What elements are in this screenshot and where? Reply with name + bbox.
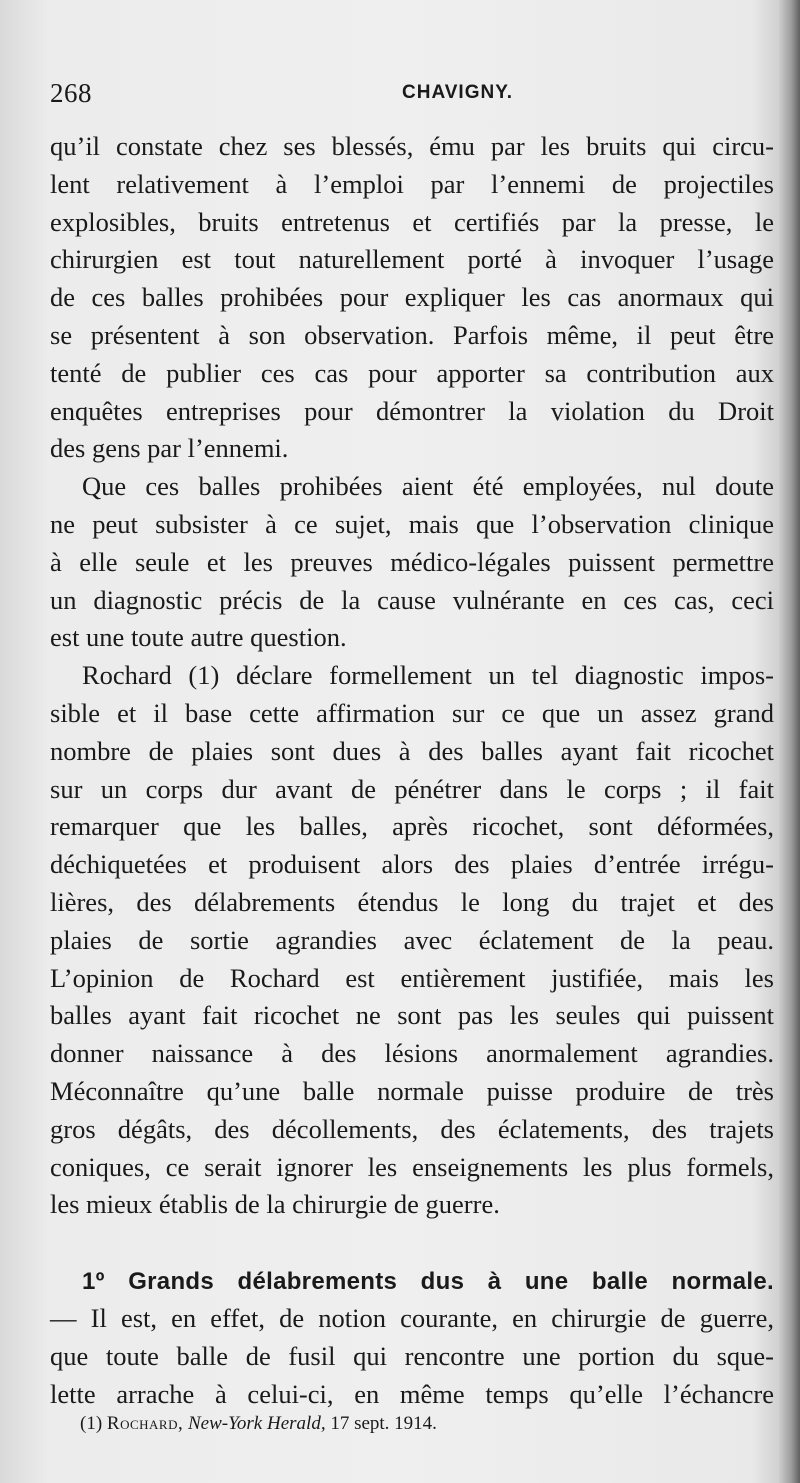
text-line: lières, des délabrements étendus le long du trajet et des bbox=[50, 886, 774, 917]
text-line: ne peut subsister à ce sujet, mais que l’observation clinique bbox=[50, 508, 774, 539]
text-line: que toute balle de fusil qui rencontre une portion du sque- bbox=[50, 1340, 774, 1371]
text-line: à elle seule et les preuves médico-légales puissent permettre bbox=[50, 546, 774, 577]
text-line: lent relativement à l’emploi par l’ennemi de projectiles bbox=[50, 168, 774, 199]
section-heading-text: 1º Grands délabrements dus à une balle normale. bbox=[82, 1268, 774, 1296]
body-text bbox=[50, 128, 774, 1413]
text-line: sur un corps dur avant de pénétrer dans le corps ; il fait bbox=[50, 773, 774, 804]
footnote-source: New-York Herald, bbox=[187, 1413, 326, 1434]
text-line: lette arrache à celui-ci, en même temps qu’elle l’échancre bbox=[50, 1378, 774, 1409]
footnote-marker: (1) bbox=[80, 1413, 103, 1434]
text-line: balles ayant fait ricochet ne sont pas les seules qui puissent bbox=[50, 1000, 774, 1031]
section-spacer bbox=[50, 1224, 774, 1262]
page-header bbox=[50, 78, 770, 112]
text-line: donner naissance à des lésions anormalement agrandies. bbox=[50, 1038, 774, 1069]
footnote-author: Rochard, bbox=[106, 1413, 184, 1434]
page-number: 268 bbox=[50, 78, 92, 108]
section-1 bbox=[50, 1262, 774, 1413]
section-heading bbox=[50, 1262, 774, 1300]
text-line: enquêtes entreprises pour démontrer la violation du Droit bbox=[50, 395, 774, 426]
text-line: qu’il constate chez ses blessés, ému par les bruits qui circu- bbox=[50, 131, 774, 161]
page-edge-shadow bbox=[778, 0, 800, 1483]
text-line: gros dégâts, des décollements, des éclatements, des trajets bbox=[50, 1113, 774, 1144]
text-line: les mieux établis de la chirurgie de guerre. bbox=[50, 1189, 500, 1220]
text-line: sible et il base cette affirmation sur ce que un assez grand bbox=[50, 697, 774, 728]
footnote bbox=[80, 1413, 437, 1435]
text-line: Méconnaître qu’une balle normale puisse produire de très bbox=[50, 1075, 774, 1106]
text-line: plaies de sortie agrandies avec éclatement de la peau. bbox=[50, 924, 774, 955]
text-line: L’opinion de Rochard est entièrement justifiée, mais les bbox=[50, 962, 774, 993]
text-line: Que ces balles prohibées aient été employées, nul doute bbox=[82, 471, 774, 502]
text-line: — Il est, en effet, de notion courante, en chirurgie de guerre, bbox=[50, 1302, 774, 1333]
text-line: de ces balles prohibées pour expliquer les cas anormaux qui bbox=[50, 282, 774, 313]
text-line: nombre de plaies sont dues à des balles ayant fait ricochet bbox=[50, 735, 774, 766]
text-line: coniques, ce serait ignorer les enseignements les plus formels, bbox=[50, 1151, 774, 1182]
text-line: un diagnostic précis de la cause vulnérante en ces cas, ceci bbox=[50, 584, 774, 615]
text-line: remarquer que les balles, après ricochet, sont déformées, bbox=[50, 811, 774, 842]
paragraph-3 bbox=[50, 657, 774, 1224]
paragraph-1 bbox=[50, 128, 774, 468]
text-line: Rochard (1) déclare formellement un tel diagnostic impos- bbox=[82, 660, 774, 691]
footnote-date: 17 sept. 1914. bbox=[330, 1413, 437, 1434]
running-head: CHAVIGNY. bbox=[402, 82, 514, 103]
text-line: chirurgien est tout naturellement porté à invoquer l’usage bbox=[50, 244, 774, 275]
text-line: déchiquetées et produisent alors des plaies d’entrée irrégu- bbox=[50, 849, 774, 880]
text-line: explosibles, bruits entretenus et certifiés par la presse, le bbox=[50, 206, 774, 237]
text-line: tenté de publier ces cas pour apporter sa contribution aux bbox=[50, 357, 774, 388]
text-line: est une toute autre question. bbox=[50, 622, 347, 653]
text-line: des gens par l’ennemi. bbox=[50, 433, 289, 464]
paragraph-2 bbox=[50, 468, 774, 657]
text-line: se présentent à son observation. Parfois même, il peut être bbox=[50, 319, 774, 350]
